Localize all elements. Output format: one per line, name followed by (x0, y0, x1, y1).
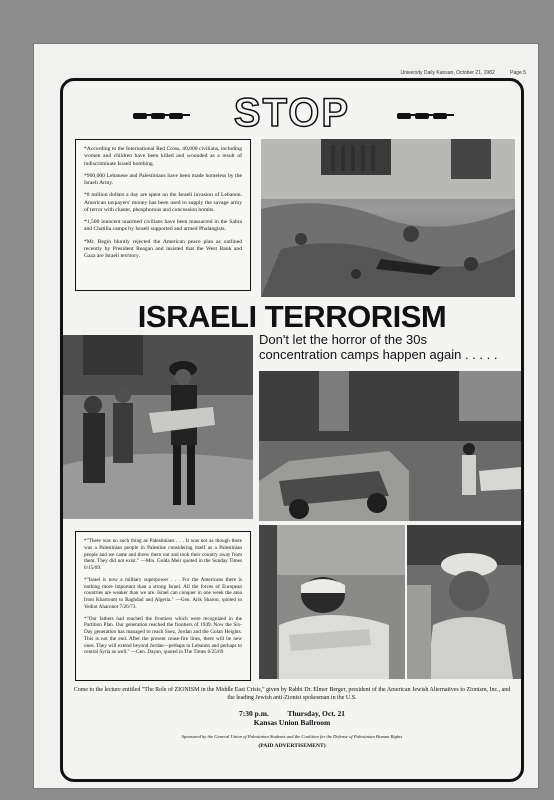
rubble-photo (261, 139, 515, 297)
event-date: Thursday, Oct. 21 (287, 708, 345, 718)
event-footer (73, 687, 511, 750)
tank-icon (415, 113, 429, 119)
quote-item: *"Our fathers had reached the frontiers which were recognized in the Partition Plan. Our generation reached the frontiers of 1949. Now the Six-Day generation has managed to reach Suez, Jordan and the Golan Heights. This is not the end. After the present cease-fire lines, there will be new ones. They will extend beyond Jordan—perhaps to Lebanon and perhaps to central Syria as well." —Gen. Dayan, quoted in The Times 6/25/69 (84, 615, 242, 656)
page-number: Page 5 (510, 70, 526, 76)
fact-item: *900,000 Lebanese and Palestinians have been made homeless by the Israeli Army. (84, 172, 242, 187)
quote-item: *"Israel is now a military superpower . . . For the Americans there is nothing more important than a strong Israel. All the forces of European countries are weaker than we are. Israel can conquer in one week the area from Khartoum to Baghdad and Algeria." —Gen. Arik Sharon, quoted in Yediot Aharonot 7/26/73. (84, 576, 242, 610)
advertisement-frame (60, 78, 524, 782)
lecture-invitation: Come to the lecture entitled "The Role of ZIONISM in the Middle East Crisis," given by Rabbi Dr. Elmer Berger, president of the American Jewish Alternatives to Zionism, Inc., and the leading Jewish anti-Zionist spokesman in the U.S. (73, 687, 511, 701)
tank-icons-right (397, 113, 447, 119)
paper-name-date: University Daily Kansan, October 21, 1982 (400, 70, 495, 76)
fact-item: *1,500 innocent unarmed civilians have been massacred in the Sabra and Chatilla camps by Israeli supported and armed Phalangists. (84, 219, 242, 233)
event-time-date (73, 709, 511, 719)
fact-item: *8 million dollars a day are spent on the Israeli invasion of Lebanon. American taxpayers' money has been used to supply the savage army of terror with cluster, phosphorous and concussion bombs. (84, 192, 242, 213)
quotes-box (75, 531, 251, 681)
fact-item: *According to the International Red Cross, 40,000 civilians, including women and children have been killed and wounded as a result of indiscriminate Israeli bombing. (84, 146, 242, 167)
fact-item: *Mr. Begin bluntly rejected the American peace plan as outlined recently by President Reagan and insisted that the West Bank and Gaza are Israeli territory. (84, 238, 242, 260)
tank-icon (169, 113, 183, 119)
event-time: 7:30 p.m. (239, 708, 269, 718)
tank-icons-left (133, 113, 183, 119)
tank-icon (433, 113, 447, 119)
quote-item: *"There was no such thing as Palestinians . . . It was not as though there was a Palestinian people in Palestine considering itself as a Palestinian people and we came and threw them out and took their country away from them. They did not exist." —Mrs. Golda Meir quoted in the Sunday Times 6/15/69. (84, 538, 242, 571)
tank-icon (151, 113, 165, 119)
headline-title: ISRAELI TERRORISM (137, 299, 447, 334)
injured-child-photo (259, 525, 405, 679)
facts-box (75, 139, 251, 291)
stop-heading: STOP (233, 91, 351, 135)
subtitle-line: Don't let the horror of the 30s (259, 332, 427, 347)
headline-subtitle (259, 333, 497, 363)
destroyed-cars-photo (259, 371, 521, 521)
paid-ad-label: (PAID ADVERTISEMENT) (258, 743, 326, 750)
man-carrying-child-photo (63, 335, 253, 519)
soldier-photo (407, 525, 521, 679)
tank-icon (133, 113, 147, 119)
subtitle-line: concentration camps happen again . . . . . (259, 346, 498, 362)
newspaper-page (34, 44, 538, 788)
event-venue: Kansas Union Ballroom (253, 718, 331, 728)
sponsor-credit: Sponsored by the General Union of Palestinian Students and the Coalition for the Defense of Palestinian Human Rights (181, 734, 403, 740)
running-header (34, 70, 526, 76)
tank-icon (397, 113, 411, 119)
